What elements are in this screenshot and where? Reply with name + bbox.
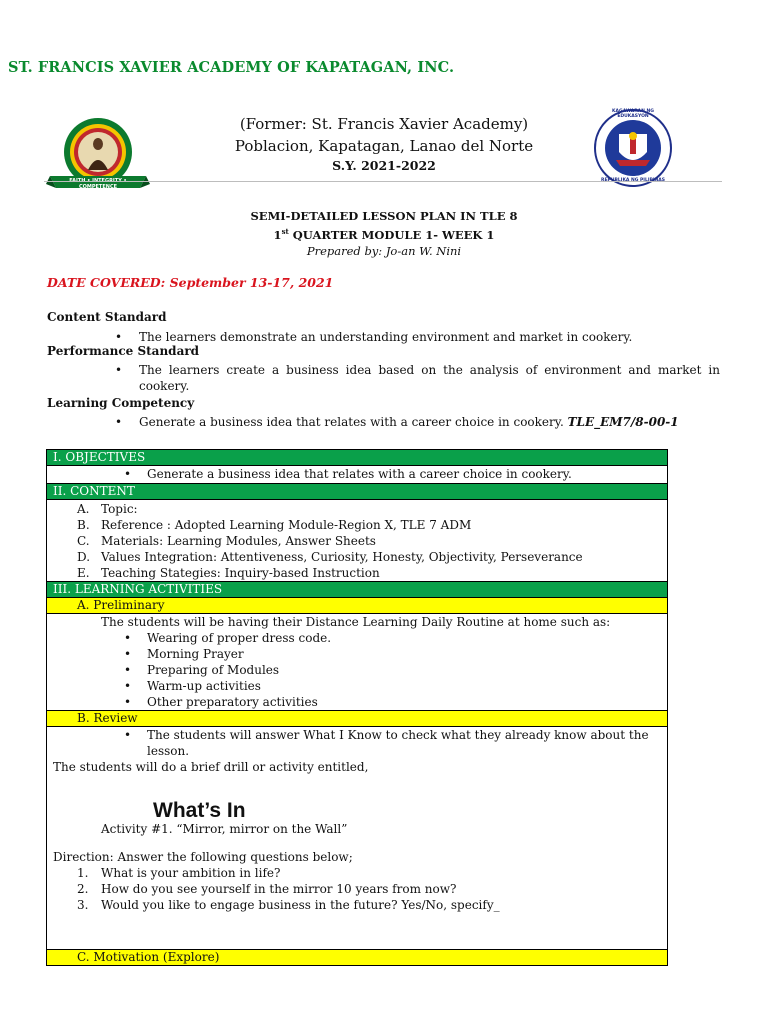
competency-code: TLE_EM7/8-00-1	[567, 415, 679, 429]
deped-seal-text: KAGAWARAN NG EDUKASYON	[612, 109, 654, 119]
preliminary-item: • Wearing of proper dress code.	[124, 631, 332, 645]
content-standard-item: • The learners demonstrate an understanding environment and market in cookery.	[115, 330, 633, 344]
question-item: 3. Would you like to engage business in the future? Yes/No, specify_	[77, 898, 500, 912]
content-cell	[47, 500, 667, 582]
review-item: • The students will answer What I Know to check what they already know about the lesson.	[124, 728, 649, 758]
preliminary-item: • Other preparatory activities	[124, 695, 318, 709]
header-divider	[44, 181, 722, 182]
learning-competency-heading: Learning Competency	[47, 396, 195, 410]
content-item: E. Teaching Stategies: Inquiry-based Instruction	[77, 566, 380, 580]
preliminary-intro: The students will be having their Distance Learning Daily Routine at home such as:	[101, 615, 611, 629]
review-heading: B. Review	[47, 711, 667, 727]
content-item: A. Topic:	[77, 502, 138, 516]
school-name: ST. FRANCIS XAVIER ACADEMY OF KAPATAGAN, INC.	[8, 59, 455, 76]
content-standard-heading: Content Standard	[47, 310, 167, 324]
prepared-by: Prepared by: Jo-an W. Nini	[306, 243, 462, 258]
lesson-table	[46, 449, 668, 966]
date-covered: DATE COVERED: September 13-17, 2021	[47, 275, 334, 290]
learning-activities-heading: III. LEARNING ACTIVITIES	[47, 582, 667, 598]
preliminary-item: • Preparing of Modules	[124, 663, 280, 677]
review-drill: The students will do a brief drill or activity entitled,	[53, 760, 369, 774]
preliminary-item: • Morning Prayer	[124, 647, 244, 661]
performance-standard-item: • The learners create a business idea based on the analysis of environment and market in cookery.	[115, 363, 720, 393]
question-item: 1. What is your ambition in life?	[77, 866, 281, 880]
content-item: D. Values Integration: Attentiveness, Curiosity, Honesty, Objectivity, Perseverance	[77, 550, 583, 564]
content-heading: II. CONTENT	[47, 484, 667, 500]
objectives-cell	[47, 466, 667, 484]
preliminary-item: • Warm-up activities	[124, 679, 261, 693]
motivation-heading: C. Motivation (Explore)	[47, 950, 667, 966]
school-address: Poblacion, Kapatagan, Lanao del Norte	[234, 137, 534, 155]
whats-in-heading: What’s In	[153, 799, 246, 822]
school-year: S.Y. 2021-2022	[332, 158, 436, 173]
learning-competency-item: • Generate a business idea that relates with a career choice in cookery. TLE_EM7/8-00-1	[115, 415, 679, 429]
former-name: (Former: St. Francis Xavier Academy)	[239, 115, 529, 133]
activity-title: Activity #1. “Mirror, mirror on the Wall”	[101, 822, 348, 836]
lesson-plan-title	[0, 208, 768, 259]
plan-title: SEMI-DETAILED LESSON PLAN IN TLE 8	[250, 209, 518, 223]
school-details	[0, 113, 768, 175]
school-motto: COMPETENCE	[78, 184, 118, 190]
preliminary-cell	[47, 614, 667, 711]
content-item: B. Reference : Adopted Learning Module-Region X, TLE 7 ADM	[77, 518, 472, 532]
objectives-heading: I. OBJECTIVES	[47, 450, 667, 466]
direction-text: Direction: Answer the following questions below;	[53, 850, 353, 864]
objectives-item: • Generate a business idea that relates with a career choice in cookery.	[124, 467, 572, 481]
content-item: C. Materials: Learning Modules, Answer Sheets	[77, 534, 376, 548]
preliminary-heading: A. Preliminary	[47, 598, 667, 614]
performance-standard-heading: Performance Standard	[47, 344, 200, 358]
question-item: 2. How do you see yourself in the mirror 10 years from now?	[77, 882, 457, 896]
plan-quarter: 1st QUARTER MODULE 1- WEEK 1	[273, 227, 495, 242]
review-cell	[47, 727, 667, 950]
